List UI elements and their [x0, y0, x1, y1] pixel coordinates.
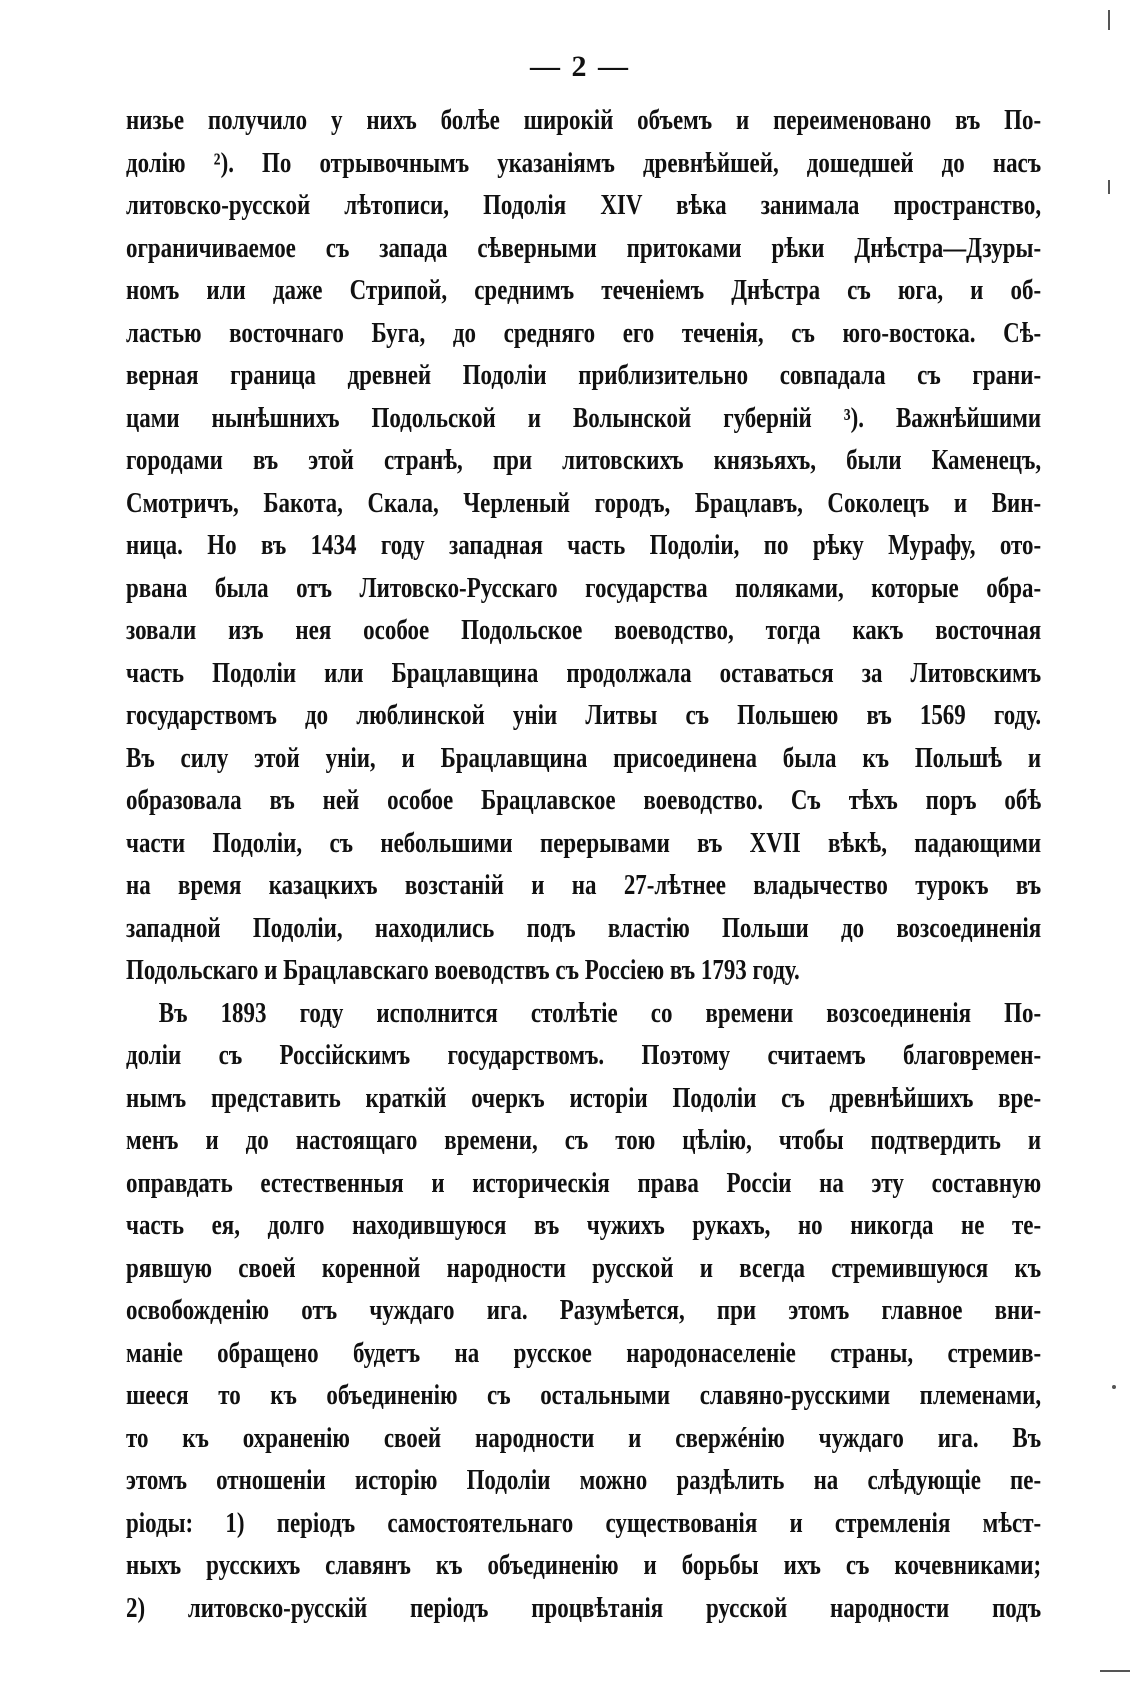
text-line: рявшую своей коренной народности русской и всегда стремившуюся къ [126, 1252, 1042, 1284]
text-line: верная граница древней Подоліи приблизительно совпадала съ грани- [126, 360, 1042, 391]
text-line: ныхъ русскихъ славянъ къ объединенію и борьбы ихъ съ кочевниками; [126, 1550, 1042, 1581]
text-line: менъ и до настоящаго времени, съ тою цѣлію, чтобы подтвердить и [126, 1125, 1042, 1156]
text-line: зовали изъ нея особое Подольское воеводство, тогда какъ восточная [126, 615, 1042, 646]
text-line: этомъ отношеніи исторію Подоліи можно раздѣлить на слѣдующіе пе- [126, 1465, 1042, 1496]
scan-artifact [1100, 1670, 1130, 1672]
text-line: долію ²). По отрывочнымъ указаніямъ древнѣйшей, дошедшей до насъ [126, 147, 1042, 179]
text-line: 2) литовско-русскій періодъ процвѣтанія русской народности подъ [126, 1592, 1042, 1624]
scan-artifact [1112, 1385, 1116, 1389]
text-line: доліи съ Россійскимъ государствомъ. Поэтому считаемъ благовремен- [126, 1040, 1042, 1071]
text-line: ница. Но въ 1434 году западная часть Подоліи, по рѣку Мурафу, ото- [126, 530, 1042, 561]
text-line: оправдать естественныя и историческія права Россіи на эту составную [126, 1167, 1042, 1199]
text-line: нымъ представить краткій очеркъ исторіи Подоліи съ древнѣйшихъ вре- [126, 1082, 1042, 1114]
text-line: на время казацкихъ возстаній и на 27-лѣтнее владычество турокъ въ [126, 870, 1042, 901]
text-line: то къ охраненію своей народности и свержéнію чуждаго ига. Въ [126, 1422, 1042, 1454]
text-line: Въ 1893 году исполнится столѣтіе со времени возсоединенія По- [158, 997, 1042, 1029]
text-line: образовала въ ней особое Брацлавское воеводство. Съ тѣхъ поръ обѣ [126, 785, 1042, 816]
page-number: — 2 — [530, 50, 630, 83]
body-text [126, 100, 1041, 1630]
text-line: западной Подоліи, находились подъ властію Польши до возсоединенія [126, 912, 1042, 944]
text-line: часть Подоліи или Брацлавщина продолжала оставаться за Литовскимъ [126, 657, 1042, 689]
text-line: часть ея, долго находившуюся въ чужихъ рукахъ, но никогда не те- [126, 1210, 1042, 1241]
text-line: литовско-русской лѣтописи, Подолія XIV вѣка занимала пространство, [126, 190, 1042, 221]
text-line: государствомъ до люблинской уніи Литвы съ Польшею въ 1569 году. [126, 700, 1042, 731]
text-line: части Подоліи, съ небольшими перерывами въ XVII вѣкѣ, падающими [126, 827, 1042, 859]
scan-artifact [1108, 10, 1110, 30]
text-line: маніе обращено будетъ на русское народонаселеніе страны, стремив- [126, 1337, 1042, 1369]
scan-artifact [1108, 180, 1110, 194]
text-line: ограничиваемое съ запада сѣверными притоками рѣки Днѣстра—Дзуры- [126, 232, 1042, 264]
text-line: Подольскаго и Брацлавскаго воеводствъ съ Россіею въ 1793 году. [126, 955, 800, 986]
text-line: рвана была отъ Литовско-Русскаго государства поляками, которые обра- [126, 572, 1042, 604]
text-line: освобожденію отъ чуждаго ига. Разумѣется, при этомъ главное вни- [126, 1295, 1042, 1326]
text-line: Въ силу этой уніи, и Брацлавщина присоединена была къ Польшѣ и [126, 742, 1042, 774]
text-line: шееся то къ объединенію съ остальными славяно-русскими племенами, [126, 1380, 1042, 1411]
text-line: городами въ этой странѣ, при литовскихъ князьяхъ, были Каменецъ, [126, 445, 1042, 476]
text-line: ріоды: 1) періодъ самостоятельнаго существованія и стремленія мѣст- [126, 1507, 1042, 1539]
text-line: цами нынѣшнихъ Подольской и Волынской губерній ³). Важнѣйшими [126, 402, 1042, 434]
text-line: ластью восточнаго Буга, до средняго его теченія, съ юго-востока. Сѣ- [126, 317, 1042, 349]
text-line: номъ или даже Стрипой, среднимъ теченіемъ Днѣстра съ юга, и об- [126, 275, 1042, 306]
text-line: низье получило у нихъ болѣе широкій объемъ и переименовано въ По- [126, 105, 1042, 136]
text-line: Смотричъ, Бакота, Скала, Черленый городъ, Брацлавъ, Соколецъ и Вин- [126, 487, 1042, 519]
